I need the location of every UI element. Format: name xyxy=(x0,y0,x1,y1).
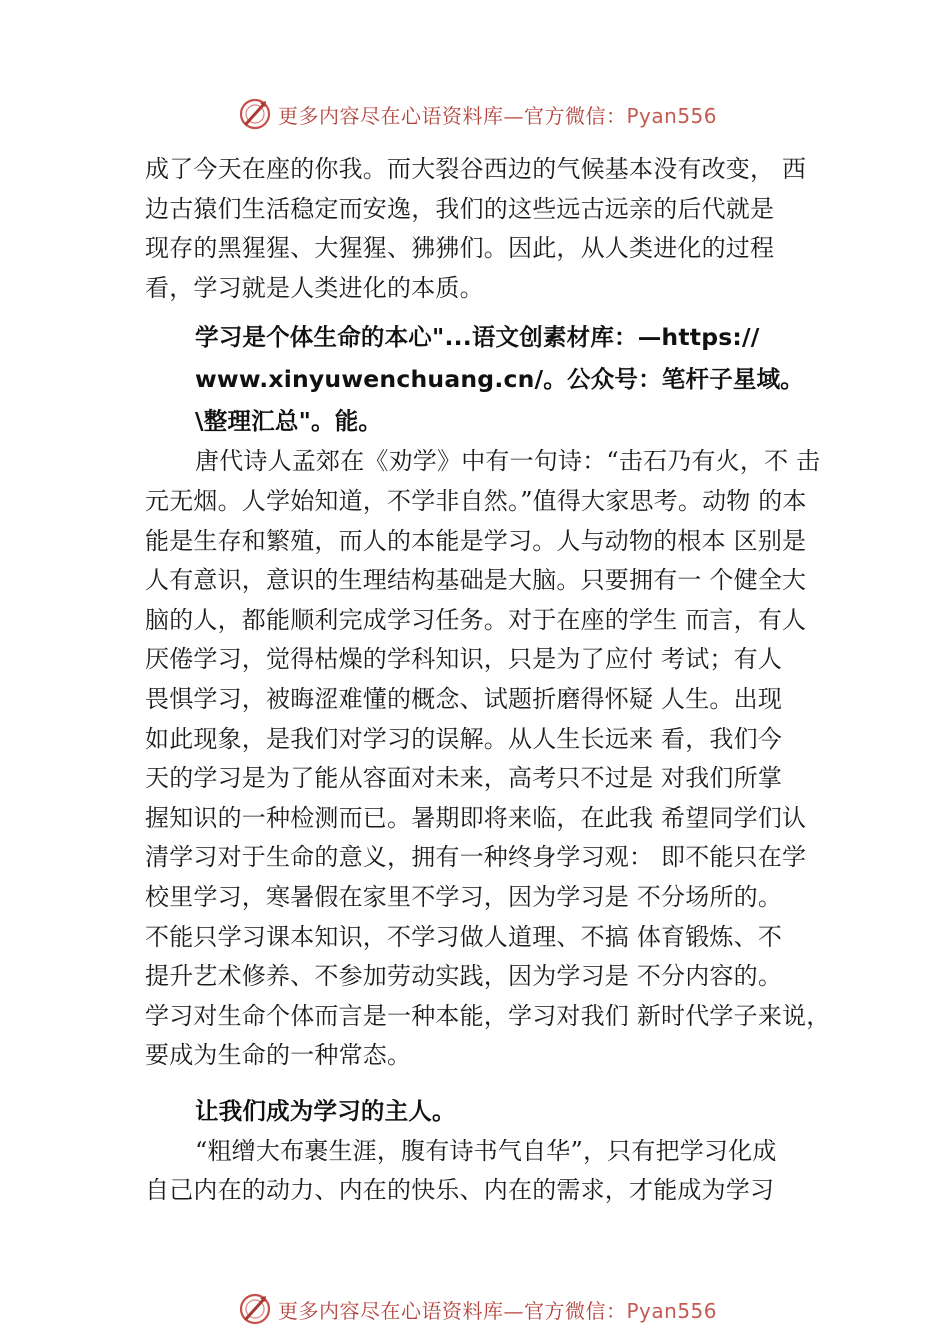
footer-wechat-id: Pyan556 xyxy=(626,1298,718,1323)
text-line: 现存的黑猩猩、大猩猩、狒狒们。因此，从人类进化的过程 xyxy=(145,234,775,263)
header-wechat-id: Pyan556 xyxy=(626,103,718,128)
text-line: 天的学习是为了能从容面对未来，高考只不过是 对我们所掌 xyxy=(145,764,783,793)
paragraph-2 xyxy=(145,442,845,1076)
text-line: 元无烟。人学始知道，不学非自然。”值得大家思考。动物 的本 xyxy=(145,486,807,515)
text-line: 清学习对于生命的意义，拥有一种终身学习观： 即不能只在学 xyxy=(145,843,807,872)
section-heading-2: 让我们成为学习的主人。 xyxy=(195,1096,456,1125)
paragraph-3 xyxy=(145,1132,845,1211)
text-line: 唐代诗人孟郊在《劝学》中有一句诗：“击石乃有火，不 击 xyxy=(195,447,821,476)
text-line: “粗缯大布裹生涯，腹有诗书气自华”，只有把学习化成 xyxy=(195,1136,777,1165)
heading-line: \整理汇总"。能。 xyxy=(195,407,383,436)
header-wechat-label: 官方微信： xyxy=(524,103,627,128)
text-line: 成了今天在座的你我。而大裂谷西边的气候基本没有改变， 西 xyxy=(145,155,807,183)
text-line: 要成为生命的一种常态。 xyxy=(145,1041,412,1070)
text-line: 学习对生命个体而言是一种本能，学习对我们 新时代学子来说， xyxy=(145,1001,831,1030)
text-line: 自己内在的动力、内在的快乐、内在的需求，才能成为学习 xyxy=(145,1176,775,1205)
text-line: 厌倦学习，觉得枯燥的学科知识，只是为了应付 考试；有人 xyxy=(145,645,783,674)
text-line: 不能只学习课本知识，不学习做人道理、不搞 体育锻炼、不 xyxy=(145,922,783,951)
heading-line: 学习是个体生命的本心"...语文创素材库：—https:// xyxy=(195,323,760,352)
text-line: 校里学习，寒暑假在家里不学习，因为学习是 不分场所的。 xyxy=(145,882,783,911)
brush-pen-logo-icon xyxy=(238,97,272,131)
footer-text xyxy=(278,1295,717,1324)
heading-line: www.xinyuwenchuang.cn/。公众号：笔杆子星域。 xyxy=(195,365,804,394)
footer-watermark xyxy=(238,1292,717,1326)
document-body xyxy=(145,150,845,1211)
header-brand: 更多内容尽在心语资料库 xyxy=(278,103,504,128)
text-line: 人有意识，意识的生理结构基础是大脑。只要拥有一 个健全大 xyxy=(145,566,807,595)
footer-dash: — xyxy=(503,1298,524,1323)
text-line: 脑的人，都能顺利完成学习任务。对于在座的学生 而言，有人 xyxy=(145,605,807,634)
text-line: 看，学习就是人类进化的本质。 xyxy=(145,273,484,302)
paragraph-1 xyxy=(145,150,845,308)
header-dash: — xyxy=(503,103,524,128)
section-heading-1 xyxy=(145,316,845,442)
text-line: 提升艺术修养、不参加劳动实践，因为学习是 不分内容的。 xyxy=(145,962,783,991)
text-line: 握知识的一种检测而已。暑期即将来临，在此我 希望同学们认 xyxy=(145,803,807,832)
brush-pen-logo-icon xyxy=(238,1292,272,1326)
footer-wechat-label: 官方微信： xyxy=(524,1298,627,1323)
footer-brand: 更多内容尽在心语资料库 xyxy=(278,1298,504,1323)
header-watermark xyxy=(238,97,717,131)
text-line: 如此现象，是我们对学习的误解。从人生长远来 看，我们今 xyxy=(145,724,783,753)
text-line: 畏惧学习，被晦涩难懂的概念、试题折磨得怀疑 人生。出现 xyxy=(145,684,783,713)
text-line: 边古猿们生活稳定而安逸，我们的这些远古远亲的后代就是 xyxy=(145,194,775,223)
text-line: 能是生存和繁殖，而人的本能是学习。人与动物的根本 区别是 xyxy=(145,526,807,555)
header-text xyxy=(278,100,717,129)
